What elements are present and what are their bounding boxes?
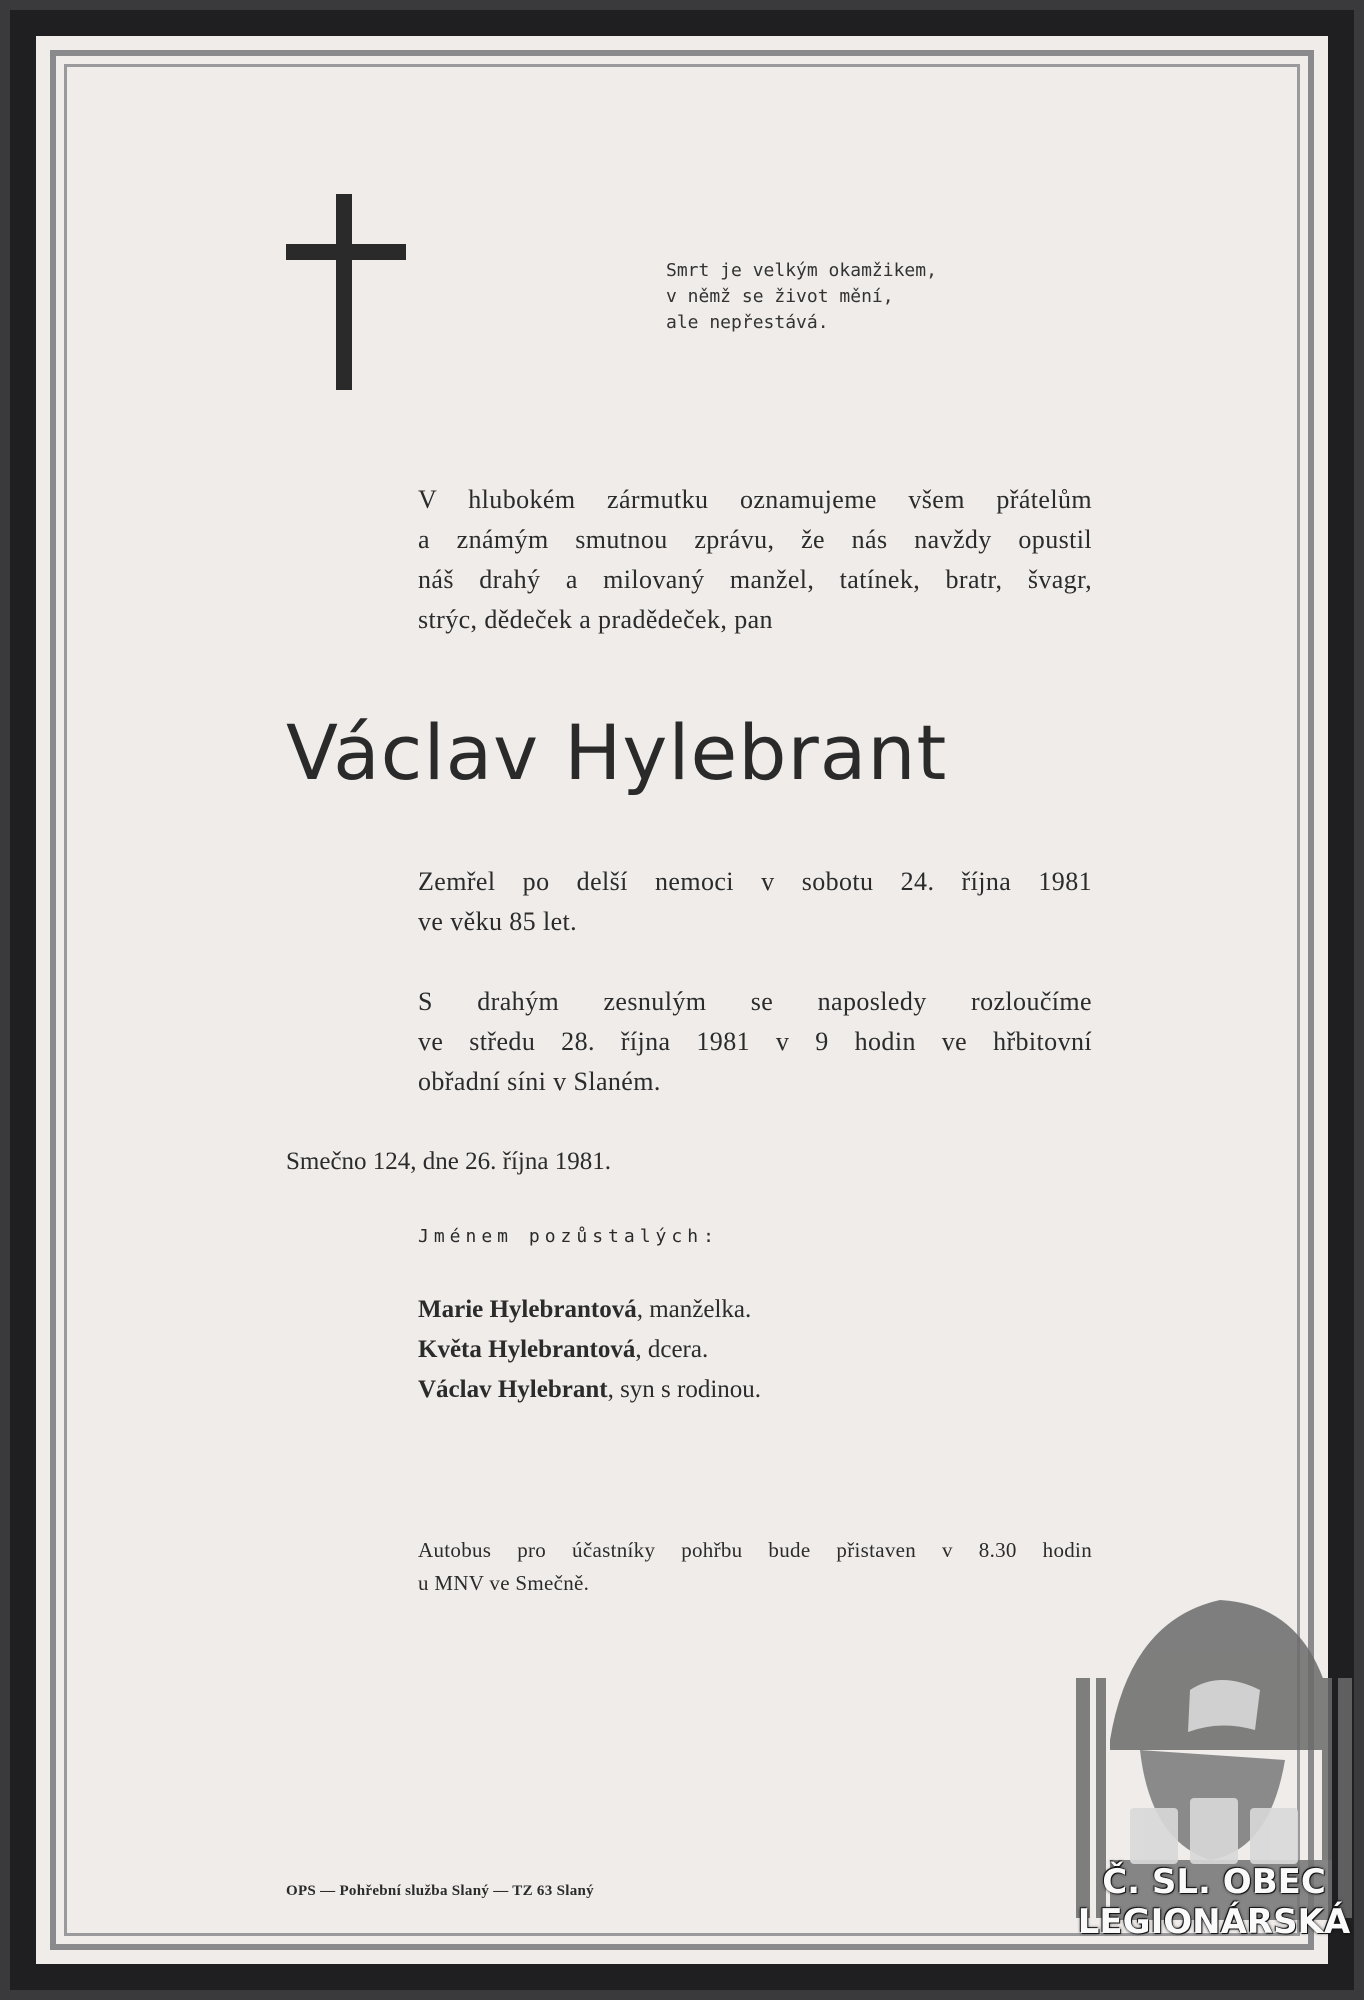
farewell-line: ve středu 28. října 1981 v 9 hodin ve hřbitovní: [418, 1027, 1092, 1056]
announcement-line: V hlubokém zármutku oznamujeme všem přátelům: [418, 485, 1092, 514]
mourner-entry: [418, 1290, 761, 1330]
mourner-relation: , dcera.: [635, 1336, 709, 1363]
bus-notice-line: Autobus pro účastníky pohřbu bude přistaven v 8.30 hodin: [418, 1538, 1092, 1562]
motto-line: Smrt je velkým okamžikem,: [666, 260, 937, 281]
announcement-line: a známým smutnou zprávu, že nás navždy opustil: [418, 525, 1092, 554]
announcement-line: náš drahý a milovaný manžel, tatínek, bratr, švagr,: [418, 565, 1092, 594]
motto: [666, 258, 1066, 336]
mourners-list: [418, 1290, 761, 1410]
place-and-date: Smečno 124, dne 26. října 1981.: [286, 1148, 611, 1175]
mourner-relation: , manželka.: [636, 1296, 752, 1323]
watermark-line-1: Č. SL. OBEC: [1102, 1862, 1326, 1902]
mourner-entry: [418, 1330, 761, 1370]
mourner-name: Marie Hylebrantová: [418, 1296, 637, 1323]
mourner-name: Květa Hylebrantová: [418, 1336, 636, 1363]
death-notice-line: Zemřel po delší nemoci v sobotu 24. října 1981: [418, 867, 1092, 896]
legion-watermark-logo: [1070, 1560, 1358, 1950]
deceased-name: Václav Hylebrant: [286, 708, 948, 797]
farewell-notice: [418, 982, 1092, 1102]
cross-icon-bar: [286, 244, 406, 260]
mourner-entry: [418, 1370, 761, 1410]
announcement: [418, 480, 1092, 640]
bus-notice: [418, 1534, 1092, 1600]
death-notice: [418, 862, 1092, 942]
announcement-line: strýc, dědeček a pradědeček, pan: [418, 605, 773, 634]
bus-notice-line: u MNV ve Smečně.: [418, 1571, 590, 1595]
farewell-line: obřadní síni v Slaném.: [418, 1067, 661, 1096]
death-notice-line: ve věku 85 let.: [418, 907, 578, 936]
watermark-line-2: LEGIONÁRSKÁ: [1077, 1902, 1351, 1942]
motto-line: ale nepřestává.: [666, 312, 829, 333]
on-behalf-label: Jménem pozůstalých:: [418, 1226, 719, 1247]
printer-footer: OPS — Pohřební služba Slaný — TZ 63 Slaný: [286, 1883, 594, 1899]
farewell-line: S drahým zesnulým se naposledy rozloučíme: [418, 987, 1092, 1016]
mourner-relation: , syn s rodinou.: [607, 1376, 762, 1403]
motto-line: v němž se život mění,: [666, 286, 894, 307]
cross-icon: [336, 194, 352, 390]
mourner-name: Václav Hylebrant: [418, 1376, 608, 1403]
